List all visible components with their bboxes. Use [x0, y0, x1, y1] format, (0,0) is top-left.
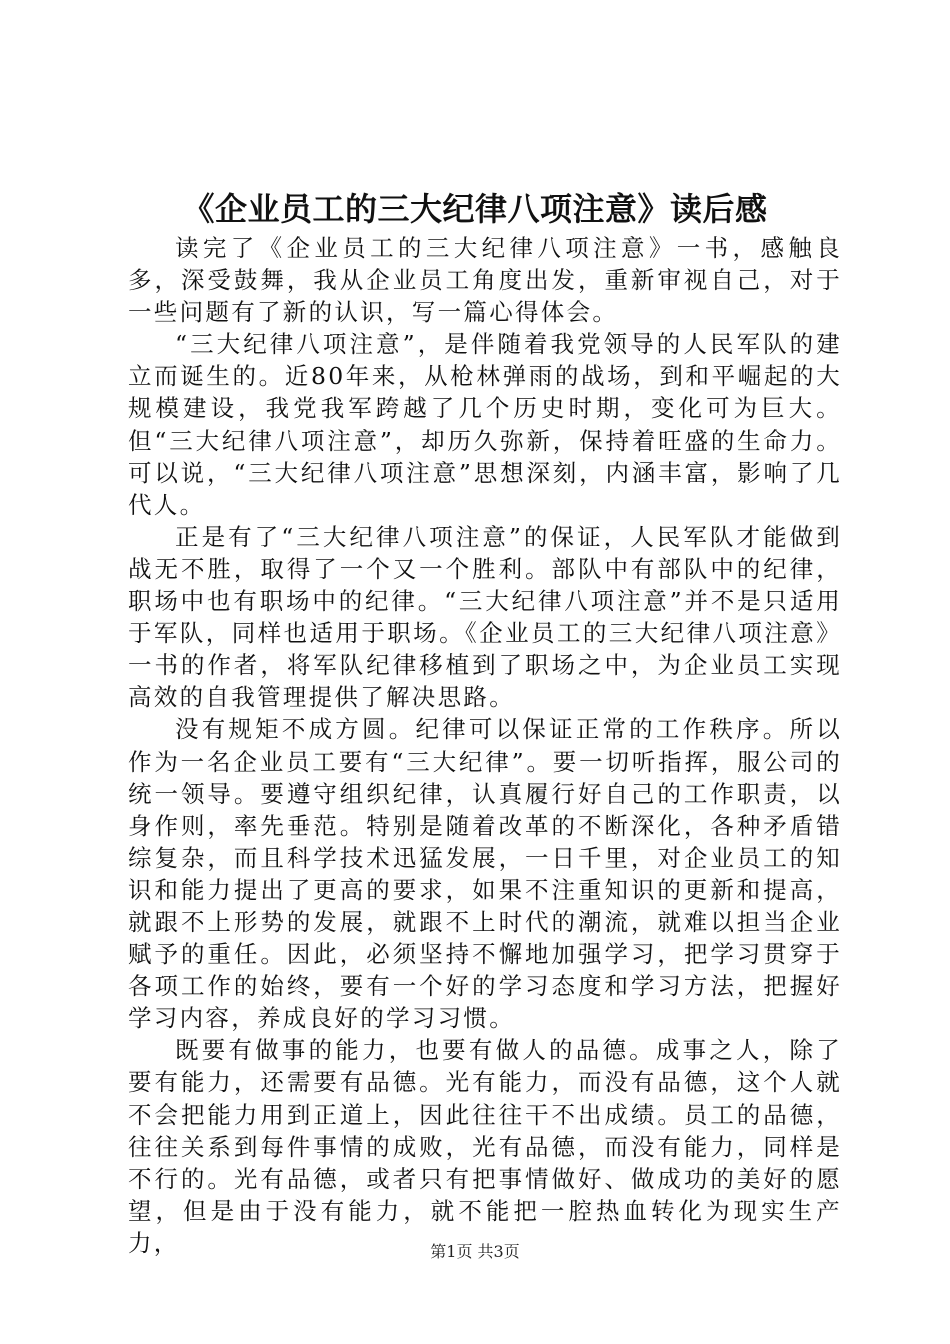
paragraph-1: 读完了《企业员工的三大纪律八项注意》一书，感触良多，深受鼓舞，我从企业员工角度出发，重新审视自己，对于一些问题有了新的认识，写一篇心得体会。	[128, 234, 842, 327]
paragraph-5: 既要有做事的能力，也要有做人的品德。成事之人，除了要有能力，还需要有品德。光有能力，而没有品德，这个人就不会把能力用到正道上，因此往往干不出成绩。员工的品德，往往关系到每件事情的成败，光有品德，而没有能力，同样是不行的。光有品德，或者只有把事情做好、做成功的美好的愿望，但是由于没有能力，就不能把一腔热血转化为现实生产力，	[128, 1036, 842, 1257]
paragraph-2: “三大纪律八项注意”，是伴随着我党领导的人民军队的建立而诞生的。近80年来，从枪林弹雨的战场，到和平崛起的大规模建设，我党我军跨越了几个历史时期，变化可为巨大。但“三大纪律八项注意”，却历久弥新，保持着旺盛的生命力。可以说，“三大纪律八项注意”思想深刻，内涵丰富，影响了几代人。	[128, 330, 842, 519]
paragraph-3: 正是有了“三大纪律八项注意”的保证，人民军队才能做到战无不胜，取得了一个又一个胜利。部队中有部队中的纪律，职场中也有职场中的纪律。“三大纪律八项注意”并不是只适用于军队，同样也适用于职场。《企业员工的三大纪律八项注意》一书的作者，将军队纪律移植到了职场之中，为企业员工实现高效的自我管理提供了解决思路。	[128, 522, 842, 712]
document-body	[128, 232, 842, 1259]
document-title: 《企业员工的三大纪律八项注意》读后感	[182, 190, 768, 228]
paragraph-4: 没有规矩不成方圆。纪律可以保证正常的工作秩序。所以作为一名企业员工要有“三大纪律”。要一切听指挥，服公司的统一领导。要遵守组织纪律，认真履行好自己的工作职责，以身作则，率先垂范。特别是随着改革的不断深化，各种矛盾错综复杂，而且科学技术迅猛发展，一日千里，对企业员工的知识和能力提出了更高的要求，如果不注重知识的更新和提高，就跟不上形势的发展，就跟不上时代的潮流，就难以担当企业赋予的重任。因此，必须坚持不懈地加强学习，把学习贯穿于各项工作的始终，要有一个好的学习态度和学习方法，把握好学习内容，养成良好的学习习惯。	[128, 715, 842, 1033]
page-number-footer: 第1页 共3页	[430, 1242, 520, 1261]
